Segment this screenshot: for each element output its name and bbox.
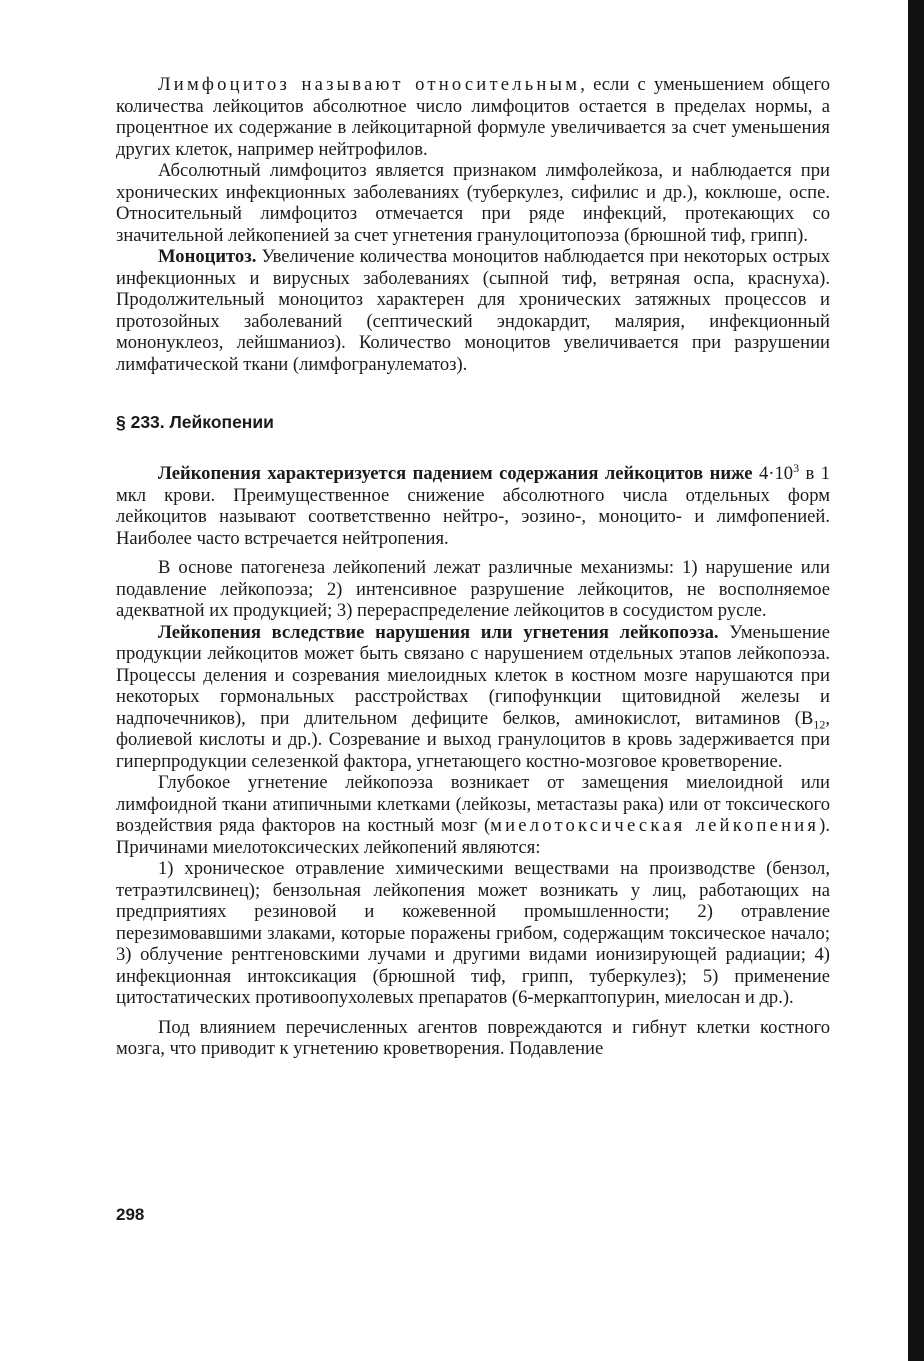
subheading-bold: Лейкопения вследствие нарушения или угнетения лейкопоэза. bbox=[158, 621, 719, 643]
paragraph-lymphocytosis-absolute: Абсолютный лимфоцитоз является признаком лимфолейкоза, и наблюдается при хронических инфекционных заболеваниях (туберкулез, сифилис и др.), коклюше, оспе. Относительный лимфоцитоз отмечается при ряде инфекций, протекающих со значительной лейкопенией за счет угнетения гранулоцитопоэза (брюшной тиф, грипп). bbox=[116, 160, 830, 246]
term-monocytosis: Моноцитоз. bbox=[158, 246, 257, 267]
page-number: 298 bbox=[116, 1205, 145, 1224]
section-heading: § 233. Лейкопении bbox=[116, 412, 274, 432]
spaced-term: миелотоксическая лейкопения bbox=[490, 815, 820, 836]
page-body bbox=[116, 74, 830, 1060]
paragraph-leukopoiesis-suppression: Лейкопения вследствие нарушения или угнетения лейкопоэза. Уменьшение продукции лейкоцитов может быть связано с нарушением отдельных этапов лейкопоэза. Процессы деления и созревания миелоидных клеток в костном мозге нарушаются при некоторых гормональных расстройствах (гипофункции щитовидной железы и надпочечников), при длительном дефиците белков, аминокислот, витаминов ($B_{12}$, фолиевой кислоты и др.). Созревание и выход гранулоцитов в кровь задерживается при гиперпродукции селезенкой фактора, угнетающего костно-мозговое кроветворение. bbox=[116, 621, 830, 772]
paragraph-monocytosis: Моноцитоз. Увеличение количества моноцитов наблюдается при некоторых острых инфекционных и вирусных заболеваниях (сыпной тиф, ветряная оспа, краснуха). Продолжительный моноцитоз характерен для хронических затяжных процессов и протозойных заболеваний (септический эндокардит, малярия, инфекционный мононуклеоз, лейшманиоз). Количество моноцитов увеличивается при разрушении лимфатической ткани (лимфогранулематоз). bbox=[116, 246, 830, 375]
scan-edge-shadow bbox=[908, 0, 924, 1361]
paragraph-lymphocytosis-relative: Лимфоцитоз называют относительным, если с уменьшением общего количества лейкоцитов абсолютное число лимфоцитов остается в пределах нормы, а процентное их содержание в лейкоцитарной формуле увеличивается за счет уменьшения других клеток, например нейтрофилов. bbox=[116, 74, 830, 160]
paragraph-pathogenesis: В основе патогенеза лейкопений лежат различные механизмы: 1) нарушение или подавление лейкопоэза; 2) интенсивное разрушение лейкоцитов, не восполняемое адекватной их продукцией; 3) перераспределение лейкоцитов в сосудистом русле. bbox=[116, 557, 830, 621]
list-causes: 1) хроническое отравление химическими веществами на производстве (бензол, тетраэтилсвинец); бензольная лейкопения может возникать у лиц, работающих на предприятиях резиновой и кожевенной промышленности; 2) отравление перезимовавшими злаками, которые поражены грибом, содержащим токсическое начало; 3) облучение рентгеновскими лучами и другими видами ионизирующей радиации; 4) инфекционная интоксикация (брюшной тиф, грипп, туберкулез); 5) применение цитостатических противоопухолевых препаратов (6-меркаптопурин, миелосан и др.). bbox=[116, 858, 830, 1008]
definition-bold: Лейкопения характеризуется падением содержания лейкоцитов ниже bbox=[158, 463, 753, 484]
spaced-term: Лимфоцитоз называют относительным bbox=[158, 74, 581, 95]
paragraph-leukopenia-definition: Лейкопения характеризуется падением содержания лейкоцитов ниже $4\cdot 10^3$ в 1 мкл крови. Преимущественное снижение абсолютного числа отдельных форм лейкоцитов называют соответственно нейтро-, эозино-, моноцито- и лимфопенией. Наиболее часто встречается нейтропения. bbox=[116, 460, 831, 549]
paragraph-deep-suppression: Глубокое угнетение лейкопоэза возникает от замещения миелоидной или лимфоидной ткани атипичными клетками (лейкозы, метастазы рака) или от токсического воздействия ряда факторов на костный мозг (миелотоксическая лейкопения). Причинами миелотоксических лейкопений являются: bbox=[116, 772, 830, 858]
paragraph-agents: Под влиянием перечисленных агентов повреждаются и гибнут клетки костного мозга, что приводит к угнетению кроветворения. Подавление bbox=[116, 1016, 830, 1059]
